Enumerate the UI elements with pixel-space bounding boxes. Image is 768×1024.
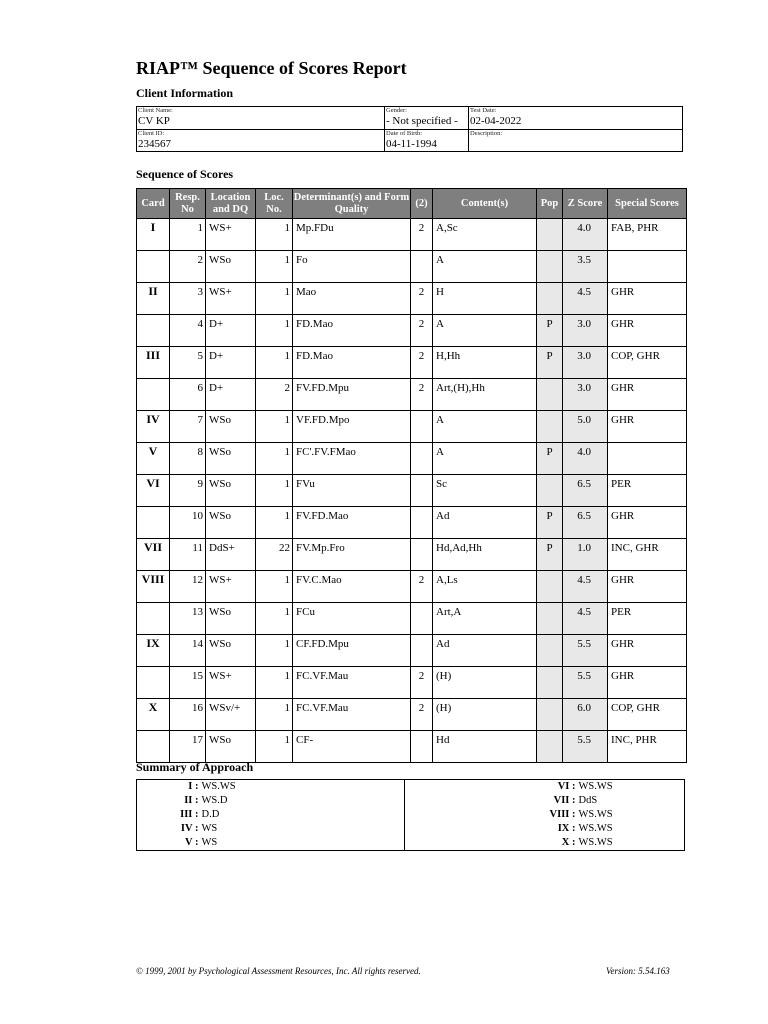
row-special: GHR	[608, 571, 687, 603]
row-location: WSo	[206, 251, 256, 283]
row-pair: 2	[411, 379, 433, 411]
row-card	[137, 251, 170, 283]
row-loc-no: 1	[256, 571, 293, 603]
test-date-value: 02-04-2022	[470, 115, 522, 127]
summary-approach-value: WS	[201, 837, 218, 848]
row-z-score: 6.0	[563, 699, 608, 731]
row-resp-no: 6	[170, 379, 206, 411]
row-pop	[537, 475, 563, 507]
row-pair	[411, 603, 433, 635]
header-loc-no: Loc. No.	[256, 189, 293, 219]
client-name-label: Client Name:	[138, 107, 173, 114]
row-determinants: FV.FD.Mpu	[293, 379, 411, 411]
row-pop	[537, 731, 563, 763]
row-determinants: FC.VF.Mau	[293, 667, 411, 699]
row-card: IX	[137, 635, 170, 667]
row-card: II	[137, 283, 170, 315]
row-resp-no: 16	[170, 699, 206, 731]
table-row	[137, 731, 687, 763]
row-loc-no: 1	[256, 411, 293, 443]
row-loc-no: 1	[256, 731, 293, 763]
table-row	[137, 443, 687, 475]
row-location: WSo	[206, 507, 256, 539]
header-z-score: Z Score	[563, 189, 608, 219]
row-resp-no: 12	[170, 571, 206, 603]
table-row	[137, 603, 687, 635]
client-id-value: 234567	[138, 138, 171, 150]
row-loc-no: 1	[256, 315, 293, 347]
row-special: COP, GHR	[608, 347, 687, 379]
row-location: WSo	[206, 603, 256, 635]
row-card: VIII	[137, 571, 170, 603]
row-determinants: FD.Mao	[293, 347, 411, 379]
row-loc-no: 1	[256, 475, 293, 507]
dob-value: 04-11-1994	[386, 138, 437, 150]
header-location: Location and DQ	[206, 189, 256, 219]
row-pop: P	[537, 539, 563, 571]
row-pop	[537, 699, 563, 731]
gender-label: Gender:	[386, 107, 407, 114]
scores-table	[136, 188, 687, 763]
row-resp-no: 10	[170, 507, 206, 539]
row-location: WSv/+	[206, 699, 256, 731]
table-row	[137, 379, 687, 411]
row-z-score: 1.0	[563, 539, 608, 571]
row-loc-no: 1	[256, 635, 293, 667]
row-pair: 2	[411, 347, 433, 379]
table-row	[137, 699, 687, 731]
row-z-score: 4.5	[563, 603, 608, 635]
table-row	[137, 347, 687, 379]
row-resp-no: 2	[170, 251, 206, 283]
summary-card-key: VII :	[405, 794, 579, 808]
table-row	[137, 635, 687, 667]
table-row	[137, 251, 687, 283]
summary-row	[137, 794, 685, 808]
summary-card-key: IV :	[180, 823, 199, 834]
row-special: PER	[608, 475, 687, 507]
header-determinants: Determinant(s) and Form Quality	[293, 189, 411, 219]
summary-row	[137, 780, 685, 795]
row-determinants: Mao	[293, 283, 411, 315]
summary-table	[136, 779, 685, 851]
row-contents: A,Ls	[433, 571, 537, 603]
header-special: Special Scores	[608, 189, 687, 219]
row-contents: (H)	[433, 699, 537, 731]
row-card	[137, 731, 170, 763]
table-row	[137, 283, 687, 315]
row-contents: A,Sc	[433, 219, 537, 251]
row-card: VII	[137, 539, 170, 571]
row-pair	[411, 251, 433, 283]
dob-label: Date of Birth:	[386, 130, 423, 137]
row-pop: P	[537, 315, 563, 347]
row-pair: 2	[411, 667, 433, 699]
row-contents: H	[433, 283, 537, 315]
header-resp-no: Resp. No	[170, 189, 206, 219]
row-card: I	[137, 219, 170, 251]
row-location: D+	[206, 379, 256, 411]
summary-card-key: IX :	[405, 822, 579, 836]
row-card: III	[137, 347, 170, 379]
row-z-score: 5.5	[563, 667, 608, 699]
report-title: RIAP™ Sequence of Scores Report	[136, 58, 407, 78]
table-row	[137, 539, 687, 571]
row-z-score: 4.5	[563, 283, 608, 315]
row-special: GHR	[608, 635, 687, 667]
row-loc-no: 1	[256, 347, 293, 379]
row-determinants: FCu	[293, 603, 411, 635]
row-loc-no: 1	[256, 699, 293, 731]
row-pop	[537, 635, 563, 667]
gender-value: - Not specified -	[386, 115, 458, 127]
row-special	[608, 443, 687, 475]
scores-header-row	[137, 189, 687, 219]
row-contents: Hd,Ad,Hh	[433, 539, 537, 571]
header-pop: Pop	[537, 189, 563, 219]
test-date-field	[469, 107, 682, 130]
version-label: Version: 5.54.163	[606, 966, 670, 976]
row-pair	[411, 443, 433, 475]
row-z-score: 3.0	[563, 347, 608, 379]
row-z-score: 5.5	[563, 731, 608, 763]
row-z-score: 3.0	[563, 379, 608, 411]
summary-row	[137, 808, 685, 822]
row-pair: 2	[411, 219, 433, 251]
client-info-heading: Client Information	[136, 86, 233, 100]
row-location: WS+	[206, 667, 256, 699]
summary-row	[137, 822, 685, 836]
row-loc-no: 1	[256, 667, 293, 699]
row-location: D+	[206, 347, 256, 379]
row-special: GHR	[608, 507, 687, 539]
row-pop	[537, 251, 563, 283]
sequence-heading: Sequence of Scores	[136, 167, 234, 181]
summary-approach-value: WS	[201, 823, 218, 834]
row-z-score: 4.5	[563, 571, 608, 603]
summary-approach-value: WS.WS	[201, 781, 236, 792]
row-determinants: CF-	[293, 731, 411, 763]
row-z-score: 6.5	[563, 475, 608, 507]
row-z-score: 5.0	[563, 411, 608, 443]
row-pop	[537, 283, 563, 315]
summary-row	[137, 836, 685, 851]
description-label: Description:	[470, 130, 503, 137]
row-special: GHR	[608, 283, 687, 315]
row-resp-no: 3	[170, 283, 206, 315]
summary-card-key: VIII :	[405, 808, 579, 822]
client-name-field	[137, 107, 385, 130]
row-z-score: 3.5	[563, 251, 608, 283]
row-contents: Ad	[433, 507, 537, 539]
row-pop	[537, 603, 563, 635]
row-resp-no: 8	[170, 443, 206, 475]
summary-card-key: X :	[405, 836, 579, 851]
row-z-score: 4.0	[563, 443, 608, 475]
row-loc-no: 1	[256, 251, 293, 283]
row-determinants: Fo	[293, 251, 411, 283]
row-determinants: FC.VF.Mau	[293, 699, 411, 731]
row-contents: Sc	[433, 475, 537, 507]
row-card	[137, 603, 170, 635]
row-contents: H,Hh	[433, 347, 537, 379]
row-special: INC, PHR	[608, 731, 687, 763]
table-row	[137, 315, 687, 347]
row-card: X	[137, 699, 170, 731]
row-pair: 2	[411, 699, 433, 731]
row-card	[137, 507, 170, 539]
row-z-score: 3.0	[563, 315, 608, 347]
table-row	[137, 219, 687, 251]
row-pop	[537, 411, 563, 443]
table-row	[137, 507, 687, 539]
summary-card-key: V :	[184, 837, 199, 848]
header-card: Card	[137, 189, 170, 219]
row-pop: P	[537, 347, 563, 379]
row-contents: (H)	[433, 667, 537, 699]
row-resp-no: 11	[170, 539, 206, 571]
row-special: FAB, PHR	[608, 219, 687, 251]
row-z-score: 5.5	[563, 635, 608, 667]
client-id-label: Client ID:	[138, 130, 165, 137]
client-name-value: CV KP	[138, 115, 170, 127]
row-resp-no: 1	[170, 219, 206, 251]
row-resp-no: 17	[170, 731, 206, 763]
row-loc-no: 1	[256, 219, 293, 251]
row-determinants: Mp.FDu	[293, 219, 411, 251]
row-location: D+	[206, 315, 256, 347]
row-pair	[411, 475, 433, 507]
row-resp-no: 4	[170, 315, 206, 347]
row-card	[137, 315, 170, 347]
dob-field	[385, 130, 469, 151]
row-resp-no: 5	[170, 347, 206, 379]
row-loc-no: 2	[256, 379, 293, 411]
header-pair: (2)	[411, 189, 433, 219]
row-resp-no: 13	[170, 603, 206, 635]
row-special: GHR	[608, 379, 687, 411]
summary-approach-value: WS.WS	[578, 823, 613, 834]
row-pop: P	[537, 507, 563, 539]
summary-card-key: VI :	[405, 780, 579, 795]
row-special: INC, GHR	[608, 539, 687, 571]
row-contents: A	[433, 443, 537, 475]
row-card	[137, 379, 170, 411]
row-pair	[411, 731, 433, 763]
summary-approach-value: WS.WS	[578, 837, 613, 848]
row-determinants: FV.FD.Mao	[293, 507, 411, 539]
row-special: PER	[608, 603, 687, 635]
row-determinants: FVu	[293, 475, 411, 507]
row-determinants: FV.C.Mao	[293, 571, 411, 603]
row-loc-no: 1	[256, 283, 293, 315]
row-card: VI	[137, 475, 170, 507]
row-location: WS+	[206, 283, 256, 315]
row-contents: A	[433, 411, 537, 443]
summary-card-key: I :	[188, 781, 199, 792]
row-determinants: FD.Mao	[293, 315, 411, 347]
row-pair	[411, 507, 433, 539]
row-location: WSo	[206, 475, 256, 507]
table-row	[137, 411, 687, 443]
row-resp-no: 14	[170, 635, 206, 667]
row-determinants: VF.FD.Mpo	[293, 411, 411, 443]
row-determinants: CF.FD.Mpu	[293, 635, 411, 667]
row-resp-no: 15	[170, 667, 206, 699]
row-contents: Ad	[433, 635, 537, 667]
table-row	[137, 475, 687, 507]
summary-approach-value: D.D	[201, 809, 220, 820]
row-card: V	[137, 443, 170, 475]
row-special: GHR	[608, 315, 687, 347]
row-pair	[411, 411, 433, 443]
row-loc-no: 1	[256, 443, 293, 475]
summary-approach-value: DdS	[578, 795, 598, 806]
summary-card-key: III :	[180, 809, 199, 820]
row-location: DdS+	[206, 539, 256, 571]
summary-heading: Summary of Approach	[136, 760, 254, 774]
row-z-score: 4.0	[563, 219, 608, 251]
row-contents: Art,(H),Hh	[433, 379, 537, 411]
gender-field	[385, 107, 469, 130]
row-determinants: FV.Mp.Fro	[293, 539, 411, 571]
row-card: IV	[137, 411, 170, 443]
row-pop	[537, 571, 563, 603]
row-resp-no: 9	[170, 475, 206, 507]
row-pair: 2	[411, 315, 433, 347]
row-card	[137, 667, 170, 699]
row-loc-no: 22	[256, 539, 293, 571]
row-location: WSo	[206, 731, 256, 763]
row-pop	[537, 379, 563, 411]
header-contents: Content(s)	[433, 189, 537, 219]
client-info-box	[136, 106, 683, 152]
table-row	[137, 571, 687, 603]
row-pop	[537, 667, 563, 699]
summary-card-key: II :	[184, 795, 199, 806]
summary-approach-value: WS.WS	[578, 781, 613, 792]
row-z-score: 6.5	[563, 507, 608, 539]
row-location: WS+	[206, 219, 256, 251]
row-pop: P	[537, 443, 563, 475]
row-pair	[411, 635, 433, 667]
row-pair: 2	[411, 571, 433, 603]
row-pop	[537, 219, 563, 251]
table-row	[137, 667, 687, 699]
row-location: WS+	[206, 571, 256, 603]
description-field	[469, 130, 682, 151]
row-contents: Art,A	[433, 603, 537, 635]
row-determinants: FC'.FV.FMao	[293, 443, 411, 475]
row-loc-no: 1	[256, 507, 293, 539]
row-loc-no: 1	[256, 603, 293, 635]
test-date-label: Test Date:	[470, 107, 497, 114]
row-location: WSo	[206, 635, 256, 667]
row-pair: 2	[411, 283, 433, 315]
row-location: WSo	[206, 411, 256, 443]
row-special	[608, 251, 687, 283]
copyright-notice: © 1999, 2001 by Psychological Assessment Resources, Inc. All rights reserved.	[136, 966, 421, 976]
summary-approach-value: WS.D	[201, 795, 228, 806]
row-special: GHR	[608, 411, 687, 443]
row-contents: Hd	[433, 731, 537, 763]
row-pair	[411, 539, 433, 571]
client-id-field	[137, 130, 385, 151]
summary-approach-value: WS.WS	[578, 809, 613, 820]
row-special: COP, GHR	[608, 699, 687, 731]
row-contents: A	[433, 315, 537, 347]
row-special: GHR	[608, 667, 687, 699]
row-location: WSo	[206, 443, 256, 475]
row-contents: A	[433, 251, 537, 283]
row-resp-no: 7	[170, 411, 206, 443]
